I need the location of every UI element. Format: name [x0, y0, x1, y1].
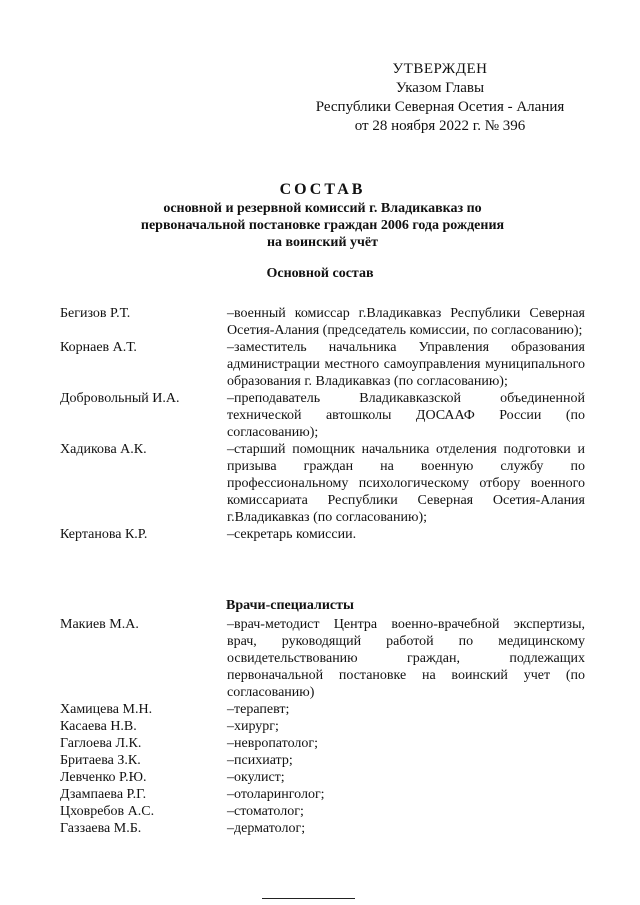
member-role: –окулист; — [227, 770, 285, 785]
list-item — [60, 390, 585, 441]
list-item — [60, 786, 585, 803]
member-role: –заместитель начальника Управления образования администрации местного самоуправления муниципального образования г. Владикавказ (по согласованию); — [227, 340, 585, 389]
member-role: –отоларинголог; — [227, 787, 325, 802]
member-role: –старший помощник начальника отделения подготовки и призыва граждан на военную службу по профессиональному психологическому отбору военного комиссариата Республики Северная Осетия-Алания г.Владикавказ (по согласованию); — [227, 442, 585, 525]
document-title — [60, 180, 585, 251]
member-role: –психиатр; — [227, 753, 293, 768]
title-line: основной и резервной комиссий г. Владикавказ по — [163, 201, 482, 216]
member-name: Хамицева М.Н. — [60, 702, 153, 717]
approval-date: от 28 ноября 2022 г. № 396 — [354, 118, 526, 134]
member-name: Левченко Р.Ю. — [60, 770, 147, 785]
list-item — [60, 339, 585, 390]
member-name: Цховребов А.С. — [60, 804, 155, 819]
title-line: первоначальной постановке граждан 2006 года рождения — [140, 218, 505, 233]
member-name: Бритаева З.К. — [60, 753, 141, 768]
approval-stamp — [300, 60, 580, 136]
member-name: Макиев М.А. — [60, 617, 139, 632]
list-item — [60, 752, 585, 769]
footer-divider — [262, 898, 355, 899]
member-role: –военный комиссар г.Владикавказ Республики Северная Осетия-Алания (председатель комиссии, по согласованию); — [227, 306, 585, 338]
list-item — [60, 441, 585, 526]
member-name: Бегизов Р.Т. — [60, 306, 131, 321]
list-item — [60, 769, 585, 786]
member-name: Хадикова А.К. — [60, 442, 147, 457]
list-item — [60, 305, 585, 339]
member-role: –секретарь комиссии. — [227, 527, 357, 542]
title-line: на воинский учёт — [266, 235, 379, 250]
member-role: –преподаватель Владикавказской объединенной технической автошколы ДОСААФ России (по согласованию); — [227, 391, 585, 440]
list-item — [60, 526, 585, 543]
member-name: Касаева Н.В. — [60, 719, 137, 734]
list-item — [60, 616, 585, 701]
list-item — [60, 701, 585, 718]
member-role: –дерматолог; — [227, 821, 306, 836]
member-name: Дзампаева Р.Г. — [60, 787, 147, 802]
doctors-list — [60, 616, 585, 837]
member-name: Кертанова К.Р. — [60, 527, 148, 542]
section-heading-doctors: Врачи-специалисты — [226, 598, 354, 613]
member-name: Добровольный И.А. — [60, 391, 180, 406]
main-members-list — [60, 305, 585, 543]
member-name: Гаглоева Л.К. — [60, 736, 142, 751]
member-name: Корнаев А.Т. — [60, 340, 137, 355]
member-role: –стоматолог; — [227, 804, 304, 819]
list-item — [60, 803, 585, 820]
approval-line: Республики Северная Осетия - Алания — [315, 99, 565, 115]
section-heading-main: Основной состав — [266, 266, 374, 281]
list-item — [60, 820, 585, 837]
approval-line: УТВЕРЖДЕН — [392, 61, 488, 77]
list-item — [60, 735, 585, 752]
title-heading: СОСТАВ — [279, 181, 366, 198]
member-role: –терапевт; — [227, 702, 290, 717]
member-name: Газзаева М.Б. — [60, 821, 142, 836]
list-item — [60, 718, 585, 735]
approval-line: Указом Главы — [395, 80, 485, 96]
member-role: –врач-методист Центра военно-врачебной экспертизы, врач, руководящий работой по медицинскому освидетельствованию граждан, подлежащих первоначальной постановке на воинский учет (по согласованию) — [227, 617, 585, 700]
member-role: –невропатолог; — [227, 736, 319, 751]
member-role: –хирург; — [227, 719, 279, 734]
